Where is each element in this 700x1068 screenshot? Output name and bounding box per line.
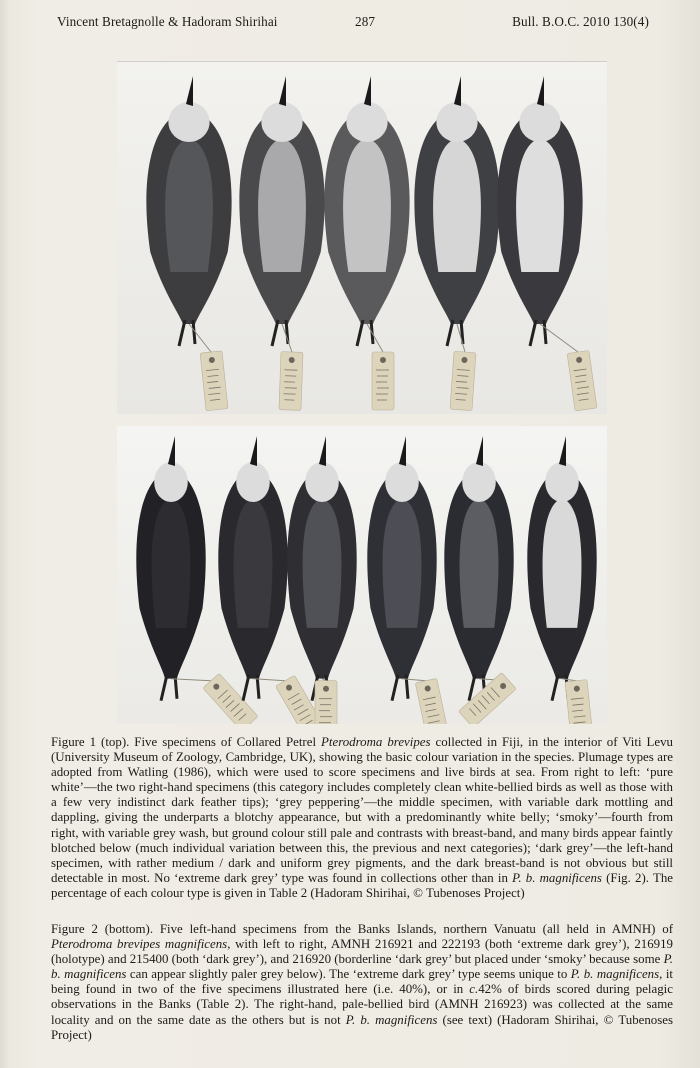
bird-bill [364,76,371,106]
figure-2-specimens [117,426,607,724]
caption-italic: P. b. magnificens [570,967,660,982]
bird-bill [250,436,257,466]
caption-text: collected in Fiji, in the interior of Viti Levu (University Museum of Zoology, Cambridge, UK), showing the basic colour variation in the species. Plumage types are adopted from Watling (1986), which were used to score specimens and live birds at sea. From right to left: ‘pure white’—the two right-hand specimens (this category includes completely clean white-bellied birds as well as those with a few very indistinct dark feather tips); ‘grey peppering’—the middle specimen, with variable dark mottling and dappling, giving the underparts a blotchy appearance, but with a predominantly white belly; ‘smoky’—fourth from right, with variable grey wash, but ground colour still pale and contrasts with breast-band, and many birds appear faintly blotched below (much individual variation between this, the previous and next categories); ‘dark grey’—the left-hand specimen, with rather medium / dark and uniform grey pigments, and the dark breast-band is not obvious but still detectable in most. No ‘extreme dark grey’ type was found in collections other than in [51,735,673,885]
figure-1-photo [117,61,607,414]
specimen-tag [565,680,593,724]
bird-belly [165,138,213,272]
bird-throat [168,102,209,142]
bottom-specimen [367,436,449,724]
caption-text: Figure 1 (top). Five specimens of Collared Petrel [51,735,322,749]
tag-string [189,324,211,352]
bird-bill [476,436,483,466]
caption-text: , it being found in two of the five specimens illustrated here (i.e. 40%), or in [51,967,674,997]
specimen-tag [200,351,228,411]
bird-belly [543,498,582,628]
bird-belly [152,498,191,628]
bird-throat [462,462,496,502]
caption-italic: P. b. magnificens [51,952,673,982]
figure-1-specimens [117,62,607,414]
bird-bill [399,436,406,466]
header-journal: Bull. B.O.C. 2010 130(4) [512,14,649,29]
bird-belly [258,138,306,272]
figure-2-photo [117,426,607,724]
bottom-specimen [444,436,516,724]
bird-belly [343,138,391,272]
caption-italic: Pterodroma brevipes magnificens [51,937,228,952]
top-specimen [324,76,409,410]
caption-text: Figure 2 (bottom). Five left-hand specimens from the Banks Islands, northern Vanuatu (all held in AMNH) of [51,922,673,936]
top-specimen [239,76,324,410]
caption-text: can appear slightly paler grey below). The ‘extreme dark grey’ type seems unique to [126,967,571,982]
bird-belly [234,498,273,628]
header-page-number: 287 [355,14,376,29]
caption-text: (Fig. 2). The percentage of each colour type is given in Table 2 (Hadoram Shirihai, © Tubenoses Project) [51,870,673,900]
tag-string [171,679,211,681]
running-header [57,14,649,32]
top-specimen [146,76,231,411]
specimen-tag [567,350,597,410]
bird-throat [154,462,188,502]
bird-belly [433,138,481,272]
tag-string [367,324,383,352]
caption-text: 42% of birds scored during pelagic observations in the Banks (Table 2). The right-hand, pale-bellied bird (AMNH 216923) was collected at the same locality and on the same date as the others but is not [51,982,673,1027]
specimen-tag [279,352,303,411]
bird-bill [279,76,286,106]
bird-bill [168,436,175,466]
top-specimen [414,76,499,411]
specimen-tag [459,673,517,724]
specimen-tag [415,678,449,724]
caption-italic: c. [469,982,479,997]
specimen-tag [315,681,337,724]
bird-belly [303,498,342,628]
caption-italic: P. b. magnificens [512,870,602,885]
caption-italic: P. b. magnificens [345,1012,438,1027]
bird-throat [305,462,339,502]
bottom-specimen [527,436,596,724]
bird-belly [460,498,499,628]
top-specimen [497,76,597,411]
bird-throat [261,102,302,142]
caption-italic: Pterodroma brevipes [321,735,431,749]
bird-throat [519,102,560,142]
bird-bill [454,76,461,106]
specimen-tag [372,352,394,410]
bird-throat [545,462,579,502]
bird-throat [436,102,477,142]
bird-bill [559,436,566,466]
tag-string [562,679,576,681]
bird-bill [537,76,544,106]
figure-2-caption [51,922,673,1043]
specimen-tag [450,351,476,410]
caption-text: , with left to right, AMNH 216921 and 222193 (both ‘extreme dark grey’), 216919 (holotype) and 215400 (both ‘dark grey’), and 216920 (borderline ‘dark grey’ but placed under ‘smoky’ because some [51,937,673,967]
bird-throat [385,462,419,502]
caption-text: (see text) (Hadoram Shirihai, © Tubenoses Project) [51,1012,673,1042]
bird-bill [186,76,193,106]
figure-1-caption [51,735,673,901]
bird-throat [236,462,270,502]
bird-belly [516,138,564,272]
bird-bill [319,436,326,466]
bird-belly [383,498,422,628]
bird-throat [346,102,387,142]
header-authors: Vincent Bretagnolle & Hadoram Shirihai [57,14,278,29]
specimen-tag [203,673,258,724]
